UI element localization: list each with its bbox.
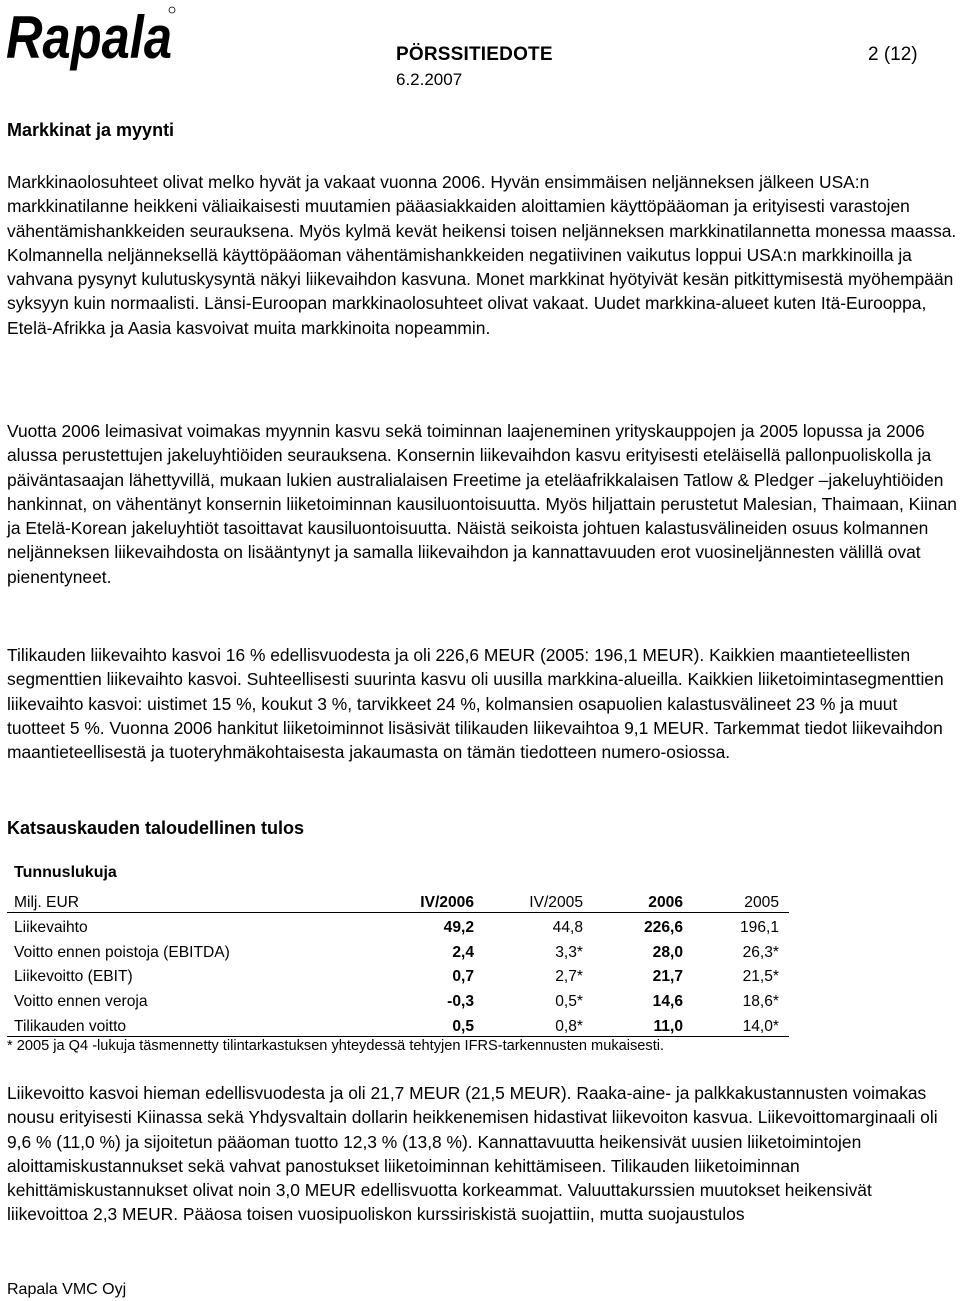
table-cell: 44,8 <box>552 919 583 937</box>
table-cell: 3,3* <box>555 943 583 961</box>
table-cell: 2,7* <box>555 968 583 986</box>
table-cell: 14,0* <box>687 1011 789 1036</box>
table-cell: 14,6 <box>652 992 683 1010</box>
kpi-table-header-row <box>7 887 789 912</box>
kpi-header-q4-2006: IV/2006 <box>360 887 478 912</box>
paragraph-operating-profit: Liikevoitto kasvoi hieman edellisvuodesta ja oli 21,7 MEUR (21,5 MEUR). Raaka-aine- ja palkkakustannusten voimakas nousu erityisesti Kiinassa sekä Yhdysvaltain dollarin heikkenemisen hidastivat liikevoiton kasvua. Liikevoittomarginaali oli 9,6 % (11,0 %) ja sijoitetun pääoman tuotto 12,3 % (13,8 %). Kannattavuutta heikensivät uusien liiketoimintojen aloittamiskustannukset sekä vahvat panostukset liiketoiminnan kehittämiseen. Tilikauden liiketoiminnan kehittämiskustannukset olivat noin 3,0 MEUR edellisvuotta korkeammat. Valuuttakurssien muutokset heikensivät liikevoittoa 2,3 MEUR. Pääosa toisen vuosipuoliskon kurssiriskistä suojattiin, mutta suojaustulos <box>7 1083 938 1225</box>
table-row <box>7 1011 789 1036</box>
kpi-header-unit: Milj. EUR <box>7 887 360 912</box>
table-cell-label: Liikevaihto <box>14 919 88 937</box>
kpi-header-2006: 2006 <box>587 887 687 912</box>
paragraph-markets: Markkinaolosuhteet olivat melko hyvät ja vakaat vuonna 2006. Hyvän ensimmäisen neljänneksen jälkeen USA:n markkinatilanne heikkeni väliaikaisesti muutamien pääasiakkaiden aloittamien käyttöpääoman ja erityisesti varastojen vähentämishankkeiden seurauksena. Myös kylmä kevät heikensi toisen neljänneksen markkinatilannetta monessa maassa. Kolmannella neljänneksellä käyttöpääoman vähentämishankkeiden negatiivinen vaikutus loppui USA:n markkinoilla ja vahvana pysynyt kulutuskysyntä näkyi liikevaihdon kasvuna. Monet markkinat hyötyivät kesän pitkittymisestä myöhempään syksyyn kuin normaalisti. Länsi-Euroopan markkinaolosuhteet olivat vakaat. Uudet markkina-alueet kuten Itä-Eurooppa, Etelä-Afrikka ja Aasia kasvoivat muita markkinoita nopeammin. <box>7 172 957 338</box>
footer-company-name: Rapala VMC Oyj <box>7 1281 127 1298</box>
paragraph-growth: Vuotta 2006 leimasivat voimakas myynnin kasvu sekä toiminnan laajeneminen yrityskauppojen ja 2005 lopussa ja 2006 alussa perustettujen jakeluyhtiöiden seurauksena. Konsernin liikevaihdon kasvu erityisesti eteläisellä pallonpuoliskolla ja päiväntasaajan lähettyvillä, mukaan lukien australialaisen Freetime ja eteläafrikkalaisen Tatlow & Pledger –jakeluyhtiöiden hankinnat, on vähentänyt konsernin liiketoiminnan kausiluontoisuutta. Myös hiljattain perustetut Malesian, Thaimaan, Kiinan ja Etelä-Korean jakeluyhtiöt tasoittavat kausiluontoisuutta. Näistä seikoista johtuen kalastusvälineiden osuus kolmannen neljänneksen liikevaihdosta on lisääntynyt ja samalla liikevaihdon ja kannattavuuden erot vuosineljännesten välillä ovat pienentyneet. <box>7 421 957 587</box>
section-heading-results: Katsauskauden taloudellinen tulos <box>7 818 305 838</box>
table-cell: 0,5* <box>555 992 583 1010</box>
table-cell-label: Tilikauden voitto <box>7 1011 360 1036</box>
table-cell-label: Voitto ennen poistoja (EBITDA) <box>14 943 230 961</box>
table-cell: 0,7 <box>452 968 474 986</box>
table-row <box>7 986 789 1011</box>
table-cell: 11,0 <box>587 1011 687 1036</box>
paragraph-revenue: Tilikauden liikevaihto kasvoi 16 % edellisvuodesta ja oli 226,6 MEUR (2005: 196,1 MEUR). Kaikkien maantieteellisten segmenttien liikevaihto kasvoi. Suhteellisesti suurinta kasvu oli uusilla markkina-alueilla. Kaikkien liiketoimintasegmenttien liikevaihto kasvoi: uistimet 15 %, koukut 3 %, tarvikkeet 24 %, kolmansien osapuolien kalastusvälineet 23 % ja muut tuotteet 5 %. Vuonna 2006 hankitut liiketoiminnot lisäsivät tilikauden liikevaihtoa 9,1 MEUR. Tarkemmat tiedot liikevaihdon maantieteellisestä ja tuoteryhmäkohtaisesta jakaumasta on tämän tiedotteen numero-osiossa. <box>7 645 944 763</box>
table-cell: 0,5 <box>360 1011 478 1036</box>
table-cell: 18,6* <box>742 992 779 1010</box>
table-cell: 226,6 <box>643 919 683 937</box>
table-cell: 0,8* <box>478 1011 587 1036</box>
table-cell: 28,0 <box>652 943 683 961</box>
kpi-header-2005: 2005 <box>687 887 789 912</box>
table-cell: 21,7 <box>652 968 683 986</box>
kpi-table <box>7 887 789 1037</box>
table-row <box>7 962 789 987</box>
logo-wordmark: Rapala <box>6 4 172 71</box>
table-cell: 49,2 <box>443 919 474 937</box>
table-cell: 196,1 <box>739 919 779 937</box>
kpi-table-footnote: * 2005 ja Q4 -lukuja täsmennetty tilintarkastuksen yhteydessä tehtyjen IFRS-tarkennusten mukaisesti. <box>7 1038 665 1054</box>
table-cell: 26,3* <box>742 943 779 961</box>
table-cell: 21,5* <box>742 968 779 986</box>
table-cell: 2,4 <box>452 943 474 961</box>
section-heading-markets: Markkinat ja myynti <box>7 120 175 140</box>
company-logo <box>6 2 176 71</box>
kpi-table-title: Tunnuslukuja <box>14 864 117 881</box>
document-date: 6.2.2007 <box>396 70 463 89</box>
kpi-header-q4-2005: IV/2005 <box>478 887 587 912</box>
table-cell-label: Voitto ennen veroja <box>14 992 148 1010</box>
table-cell-label: Liikevoitto (EBIT) <box>14 968 133 986</box>
table-cell: -0,3 <box>447 992 474 1010</box>
table-row <box>7 937 789 962</box>
document-type-title: PÖRSSITIEDOTE <box>396 44 553 65</box>
page-number: 2 (12) <box>868 44 918 65</box>
table-row <box>7 912 789 937</box>
